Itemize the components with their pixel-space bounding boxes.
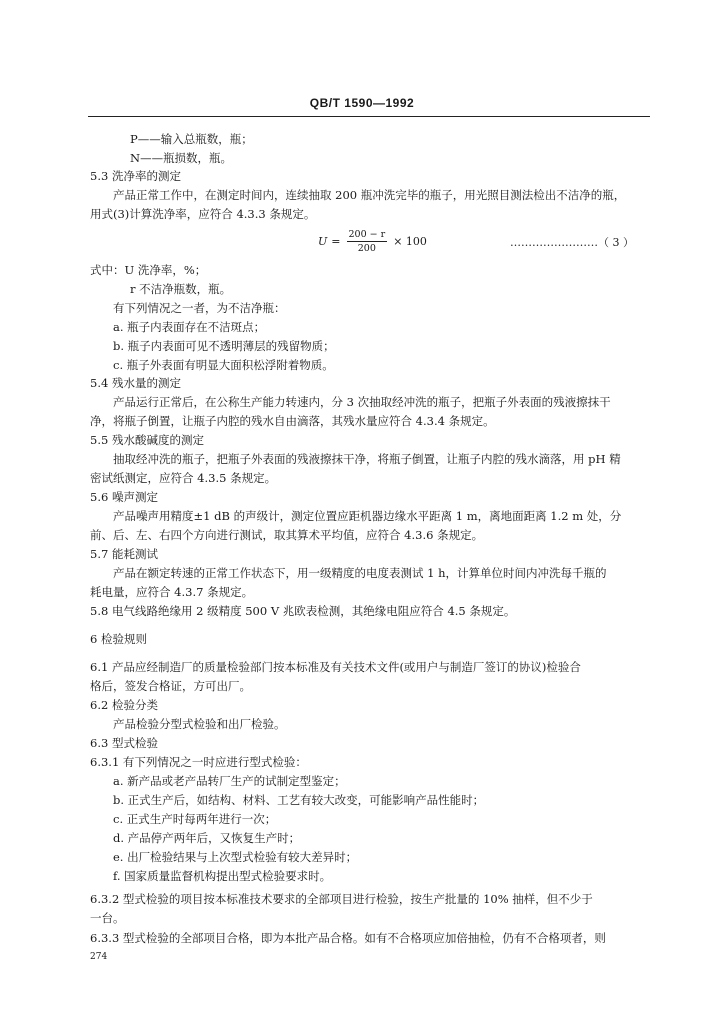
formula-equals: = — [331, 234, 341, 248]
formula-multiplier: × 100 — [393, 234, 427, 248]
formula-3 — [318, 226, 427, 256]
text-line: 密试纸测定，应符合 4.3.5 条规定。 — [90, 471, 277, 485]
text-line: c. 正式生产时每两年进行一次； — [113, 812, 277, 826]
text-line: 5.4 残水量的测定 — [90, 376, 181, 390]
page-header: QB/T 1590—1992 — [309, 96, 415, 110]
text-line: 产品运行正常后，在公称生产能力转速内，分 3 次抽取经冲洗的瓶子，把瓶子外表面的残液擦抹干 — [113, 395, 611, 409]
text-line: 5.5 残水酸碱度的测定 — [90, 433, 204, 447]
text-line: a. 新产品或老产品转厂生产的试制定型鉴定； — [113, 774, 346, 788]
text-line: 产品正常工作中，在测定时间内，连续抽取 200 瓶冲洗完毕的瓶子，用光照目测法检出不洁净的瓶， — [113, 188, 626, 202]
equation-number: ……………………（ 3 ） — [510, 236, 634, 249]
text-line: 产品检验分型式检验和出厂检验。 — [113, 717, 286, 731]
text-line: 6.1 产品应经制造厂的质量检验部门按本标准及有关技术文件(或用户与制造厂签订的协议)检验合 — [90, 660, 581, 674]
page-number: 274 — [90, 952, 108, 962]
text-line: N——瓶损数，瓶。 — [130, 151, 233, 165]
text-line: f. 国家质量监督机构提出型式检验要求时。 — [113, 869, 332, 883]
text-line: e. 出厂检验结果与上次型式检验有较大差异时； — [113, 850, 358, 864]
text-line: 6.3.1 有下列情况之一时应进行型式检验： — [90, 755, 307, 769]
text-line: a. 瓶子内表面存在不洁斑点； — [113, 320, 266, 334]
text-line: 6.3 型式检验 — [90, 736, 158, 750]
text-line: 5.3 洗净率的测定 — [90, 169, 181, 183]
header-rule — [88, 116, 650, 117]
text-line: b. 正式生产后，如结构、材料、工艺有较大改变，可能影响产品性能时； — [113, 793, 485, 807]
text-line: 5.6 噪声测定 — [90, 490, 158, 504]
text-line: 产品在额定转速的正常工作状态下，用一级精度的电度表测试 1 h，计算单位时间内冲洗每千瓶的 — [113, 566, 607, 580]
text-line: r 不洁净瓶数，瓶。 — [130, 282, 232, 296]
text-line: 抽取经冲洗的瓶子，把瓶子外表面的残液擦抹干净，将瓶子倒置，让瓶子内腔的残水滴落，用 pH 精 — [113, 452, 621, 466]
text-line: 式中：U 洗净率，%； — [90, 263, 207, 277]
text-line: 前、后、左、右四个方向进行测试，取其算术平均值，应符合 4.3.6 条规定。 — [90, 528, 484, 542]
text-line: 一台。 — [90, 911, 125, 925]
text-line: c. 瓶子外表面有明显大面积松浮附着物质。 — [113, 358, 334, 372]
text-line: 6 检验规则 — [90, 632, 147, 646]
text-line: b. 瓶子内表面可见不透明薄层的残留物质； — [113, 339, 335, 353]
text-line: 格后，签发合格证，方可出厂。 — [90, 679, 251, 693]
formula-denominator: 200 — [357, 242, 376, 254]
text-line: 5.7 能耗测试 — [90, 547, 158, 561]
text-line: 净，将瓶子倒置，让瓶子内腔的残水自由滴落，其残水量应符合 4.3.4 条规定。 — [90, 414, 495, 428]
text-line: 6.3.2 型式检验的项目按本标准技术要求的全部项目进行检验，按生产批量的 10% 抽样，但不少于 — [90, 892, 593, 906]
text-line: 耗电量，应符合 4.3.7 条规定。 — [90, 585, 254, 599]
text-line: 用式(3)计算洗净率，应符合 4.3.3 条规定。 — [90, 207, 316, 221]
formula-fraction — [347, 229, 388, 254]
formula-lhs: U — [318, 234, 328, 248]
text-line: 6.3.3 型式检验的全部项目合格，即为本批产品合格。如有不合格项应加倍抽检，仍有不合格项者，则 — [90, 931, 606, 945]
text-line: P——输入总瓶数，瓶； — [130, 132, 253, 146]
text-line: 产品噪声用精度±1 dB 的声级计，测定位置应距机器边缘水平距离 1 m，离地面距离 1.2 m 处，分 — [113, 509, 622, 523]
formula-numerator: 200 − r — [348, 228, 386, 240]
text-line: d. 产品停产两年后，又恢复生产时； — [113, 831, 301, 845]
text-line: 5.8 电气线路绝缘用 2 级精度 500 V 兆欧表检测，其绝缘电阻应符合 4.5 条规定。 — [90, 604, 516, 618]
text-line: 有下列情况之一者，为不洁净瓶： — [113, 301, 286, 315]
text-line: 6.2 检验分类 — [90, 698, 158, 712]
